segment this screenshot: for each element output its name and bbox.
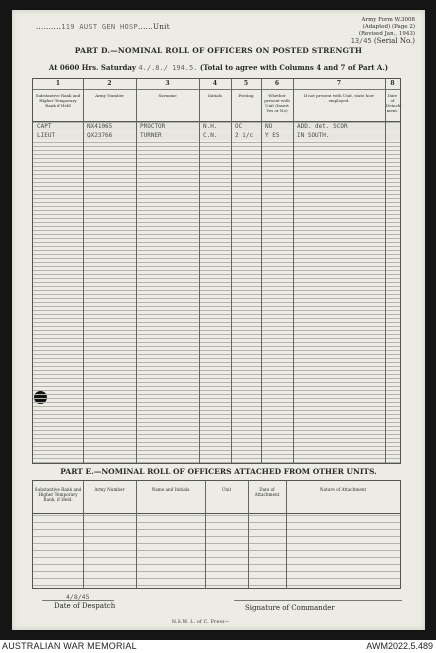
printer-imprint: N.S.W. L. of C. Press— [172,620,230,625]
serial-typed: 13/45 [350,37,372,45]
cell-number: QX23766 [87,132,113,139]
part-e-header [33,481,400,514]
form-identifier [351,17,415,45]
part-e-column-header-5: Date of Attachment [254,487,280,497]
column-divider [199,79,200,463]
table-row [33,123,400,131]
part-d-date-line [12,63,425,72]
despatch-block [54,593,116,610]
column-divider [136,79,137,463]
part-e-column-header-1: Substantive Rank and Higher Temporary Rank, if Held. [34,487,82,502]
cell-rank: LIEUT [37,132,56,139]
cell-posting: OC [235,123,243,130]
part-e-column-divider [248,481,249,588]
serial-number [351,38,415,45]
part-e-column-header-4: Unit [221,487,232,492]
cell-present: NO [265,123,273,130]
cell-surname: PROCTOR [140,123,166,130]
part-e-column-header-6: Nature of Attachment [319,487,367,492]
part-e-column-divider [83,481,84,588]
despatch-typed: 4/8/45 [66,593,90,601]
part-e-column-header-2: Army Number [94,487,125,492]
column-header-3: Surname [158,93,177,98]
column-number-6: 6 [274,80,280,87]
column-number-1: 1 [55,80,61,87]
column-divider [293,79,294,463]
column-number-4: 4 [212,80,218,87]
signature-line [234,600,402,601]
cell-present: Y ES [265,132,280,139]
form-id-line3: (Revised Jan., 1943) [358,31,415,37]
column-divider [83,79,84,463]
part-e-title: PART E.—NOMINAL ROLL OF OFFICERS ATTACHED FROM OTHER UNITS. [60,467,377,476]
at-suffix: (Total to agree with Columns 4 and 7 of Part A.) [199,63,389,72]
cell-initials: C.N. [203,132,218,139]
serial-label: (Serial No.) [373,37,415,45]
at-prefix: At 0600 Hrs. Saturday [48,63,137,72]
column-number-7: 7 [336,80,342,87]
unit-label: Unit [153,23,170,31]
cell-rank: CAPT [37,123,52,130]
cell-posting: 2 i/c [235,132,254,139]
unit-line: ..........119 AUST GEN HOSP......Unit [36,23,170,31]
column-header-4: Initials [207,93,223,98]
column-number-3: 3 [165,80,170,87]
cell-number: NX41065 [87,123,113,130]
part-d-header [33,79,400,122]
date-typed: 4./.8./ 194.5. [138,64,198,72]
caption-left: AUSTRALIAN WAR MEMORIAL [2,641,137,651]
part-e-column-divider [205,481,206,588]
column-header-5: Posting [238,93,254,98]
form-id-line1: Army Form W.3008 [361,17,415,23]
cell-employed: IN SOUTH. [297,132,330,139]
cell-surname: TURNER [140,132,162,139]
table-row [33,132,400,140]
signature-label: Signature of Commander [245,604,335,612]
form-id-line2: (Adapted) (Page 2) [362,24,415,30]
column-number-8: 8 [390,80,395,87]
column-divider [231,79,232,463]
column-header-8: Date of Detach-ment. [386,93,402,113]
column-header-1: Substantive Rank and Higher Temporary Rank if Held [35,93,81,108]
unit-typed: 119 AUST GEN HOSP [61,23,139,31]
part-e-table [32,480,401,589]
column-number-5: 5 [243,80,249,87]
part-d-title: PART D.—NOMINAL ROLL OF OFFICERS ON POSTED STRENGTH [74,46,363,55]
part-e-column-divider [286,481,287,588]
part-d-table [32,78,401,464]
form-page [12,10,425,630]
part-e-column-header-3: Name and Initials [151,487,190,492]
despatch-label: Date of Despatch [54,602,116,610]
column-header-2: Army Number [95,93,124,98]
cell-initials: N.H. [203,123,218,130]
column-header-6: Whether present with Unit (Insert Yes or No) [264,93,290,113]
cell-employed: ADD. det. SCOR [297,123,348,130]
column-divider [385,79,386,463]
column-header-7: If not present with Unit, state how employed. [303,93,375,103]
caption-right: AWM2022.5.489 [366,641,433,651]
header-divider [33,89,400,90]
part-e-column-divider [136,481,137,588]
column-number-2: 2 [107,80,112,87]
column-divider [261,79,262,463]
